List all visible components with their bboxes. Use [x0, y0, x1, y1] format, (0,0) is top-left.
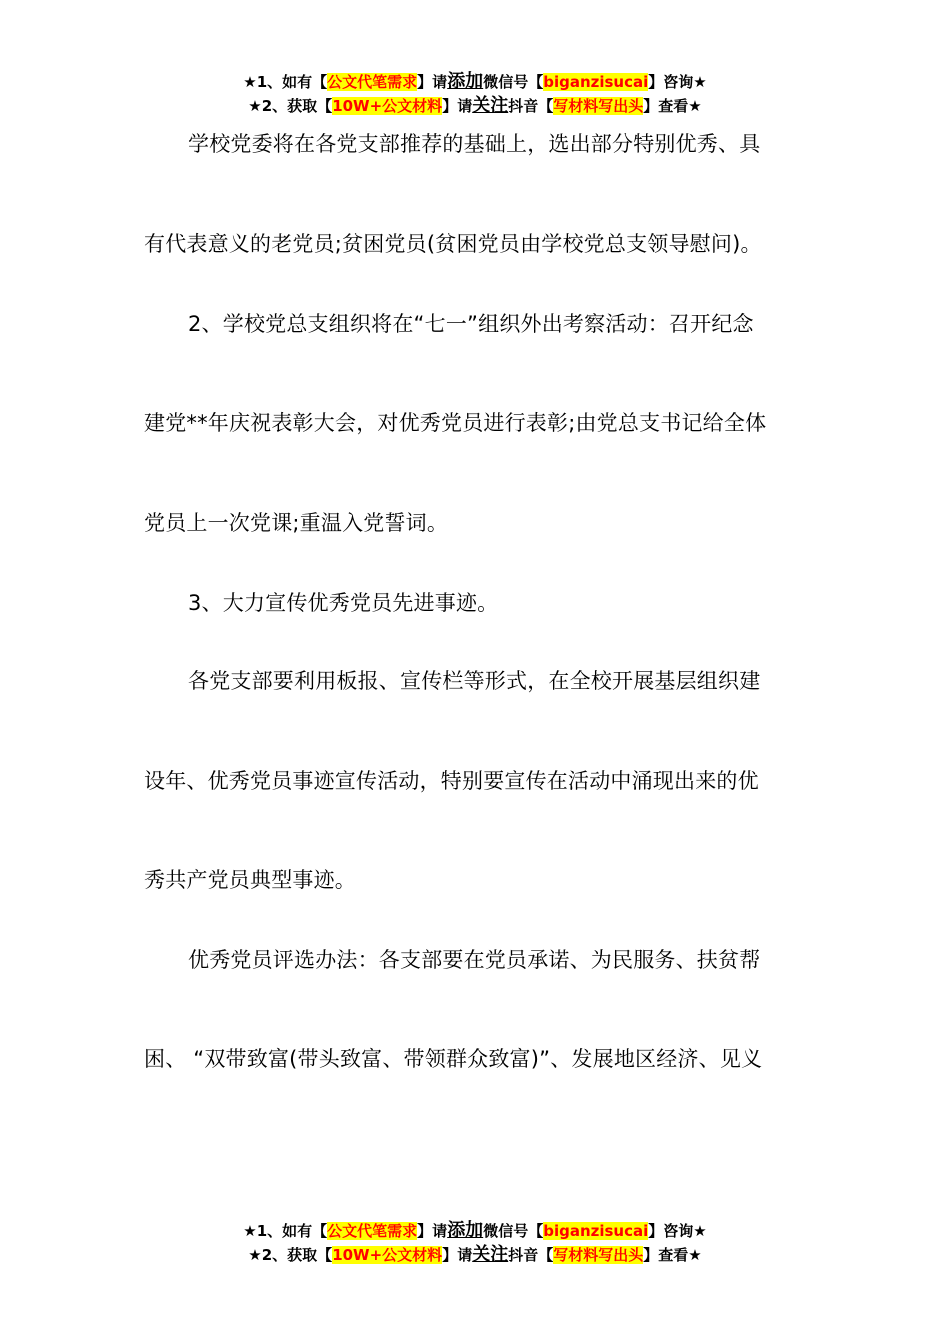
body-line: 有代表意义的老党员;贫困党员(贫困党员由学校党总支领导慰问)。: [144, 232, 762, 256]
banner-line-1: [0, 1219, 950, 1243]
banner-text: 微信号【: [483, 73, 544, 91]
banner-highlight: biganzisucai: [543, 73, 649, 91]
banner-underlined: 关注: [472, 1244, 509, 1265]
body-line: 建党**年庆祝表彰大会，对优秀党员进行表彰;由党总支书记给全体: [144, 411, 767, 435]
body-line: 优秀党员评选办法：各支部要在党员承诺、为民服务、扶贫帮: [188, 948, 761, 972]
body-line: 3、大力宣传优秀党员先进事迹。: [188, 591, 499, 615]
body-line: 设年、优秀党员事迹宣传活动，特别要宣传在活动中涌现出来的优: [144, 769, 759, 793]
body-line: 秀共产党员典型事迹。: [144, 868, 356, 892]
banner-text: ★1、如有【: [243, 73, 328, 91]
banner-line-2: [0, 1243, 950, 1267]
banner-text: 】请: [417, 73, 448, 91]
banner-highlight: 写材料写出头: [553, 97, 644, 115]
banner-line-1: [0, 70, 950, 94]
banner-text: ★2、获取【: [248, 1246, 333, 1264]
body-line: 学校党委将在各党支部推荐的基础上，选出部分特别优秀、具: [188, 132, 761, 156]
footer-banner: [0, 1219, 950, 1267]
banner-highlight: biganzisucai: [543, 1222, 649, 1240]
banner-underlined: 添加: [447, 71, 484, 92]
banner-text: 微信号【: [483, 1222, 544, 1240]
banner-text: 】请: [442, 1246, 473, 1264]
banner-line-2: [0, 94, 950, 118]
banner-underlined: 添加: [447, 1220, 484, 1241]
banner-text: 】请: [417, 1222, 448, 1240]
body-line: 困、 “双带致富(带头致富、带领群众致富)”、发展地区经济、见义: [144, 1047, 763, 1071]
banner-text: 抖音【: [508, 1246, 554, 1264]
body-line: 党员上一次党课;重温入党誓词。: [144, 511, 449, 535]
banner-text: 】请: [442, 97, 473, 115]
banner-underlined: 关注: [472, 95, 509, 116]
banner-text: ★1、如有【: [243, 1222, 328, 1240]
banner-text: 】查看★: [643, 1246, 702, 1264]
banner-text: 】查看★: [643, 97, 702, 115]
banner-highlight: 公文代笔需求: [327, 1222, 418, 1240]
body-line: 2、学校党总支组织将在“七一”组织外出考察活动：召开纪念: [188, 312, 754, 336]
header-banner: [0, 70, 950, 118]
banner-highlight: 写材料写出头: [553, 1246, 644, 1264]
body-line: 各党支部要利用板报、宣传栏等形式，在全校开展基层组织建: [188, 669, 761, 693]
banner-text: 抖音【: [508, 97, 554, 115]
banner-highlight: 10W+公文材料: [332, 1246, 443, 1264]
banner-text: 】咨询★: [648, 73, 707, 91]
banner-text: ★2、获取【: [248, 97, 333, 115]
banner-text: 】咨询★: [648, 1222, 707, 1240]
banner-highlight: 10W+公文材料: [332, 97, 443, 115]
banner-highlight: 公文代笔需求: [327, 73, 418, 91]
